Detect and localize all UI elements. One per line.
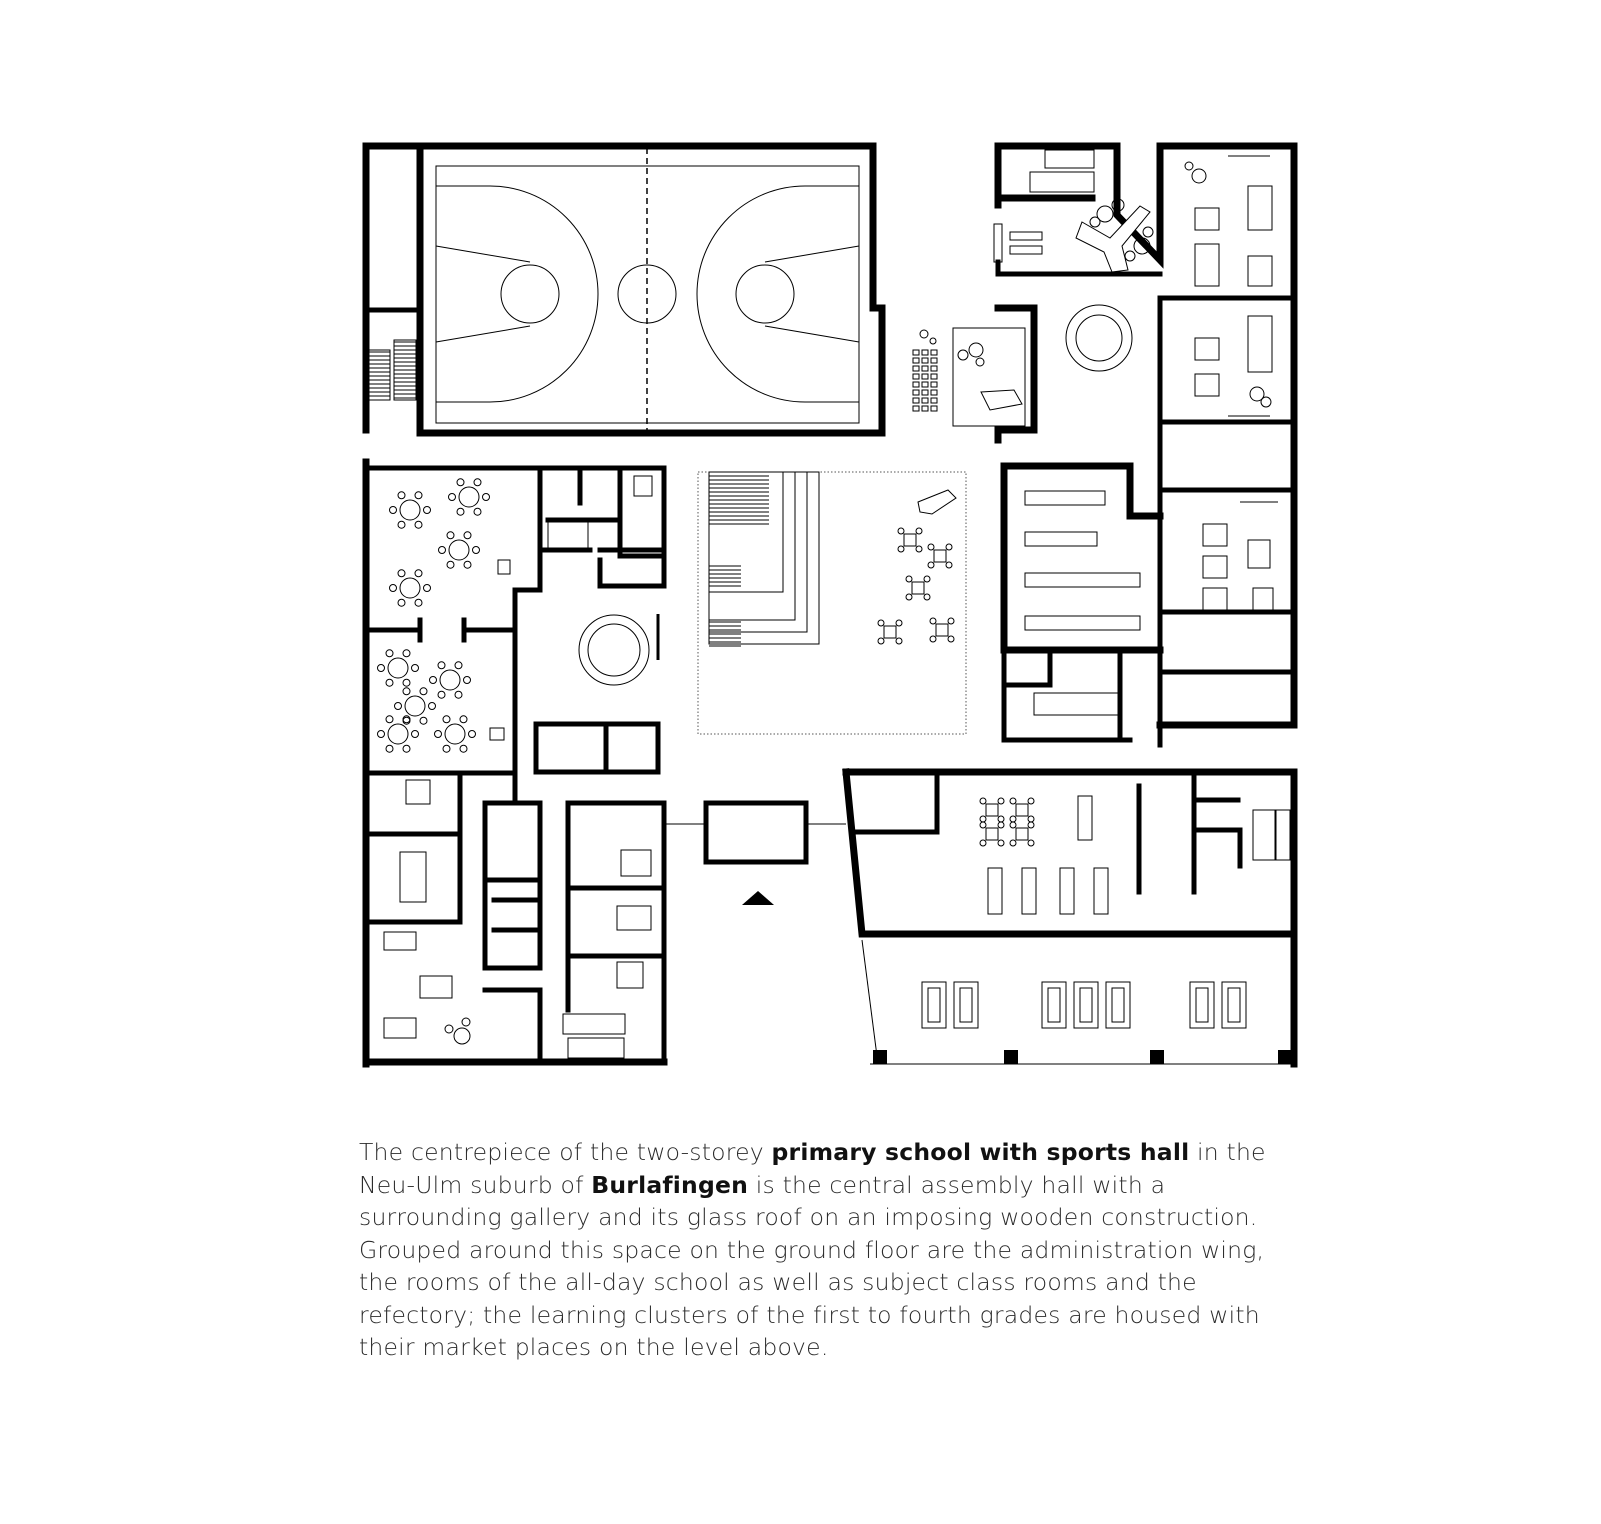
- central-assembly-hall: [698, 472, 966, 734]
- stair-north-west: [368, 340, 416, 400]
- caption-part-3: is the central assembly hall with a surrounding gallery and its glass roof on an imposing wooden construction. Grouped around this space on the ground floor are the administration wing, the rooms of the all-day school as well as subject class rooms and the refectory; the learning clusters of the first to fourth grades are housed with their market places on the level above.: [359, 1170, 1265, 1361]
- north-east-wing: [994, 146, 1294, 745]
- caption-bold-place: Burlafingen: [591, 1170, 749, 1199]
- caption-part-2: in the Neu-Ulm suburb of: [359, 1138, 1266, 1199]
- refectory: [846, 772, 1294, 1064]
- ne-classroom-furniture: [1185, 156, 1278, 612]
- sports-hall: [366, 146, 882, 433]
- caption-bold-school: primary school with sports hall: [771, 1138, 1190, 1166]
- entrance-arrow-icon: [742, 891, 774, 905]
- caption-part-1: The centrepiece of the two-storey: [359, 1138, 772, 1166]
- library-block: [882, 308, 1160, 740]
- west-wing: [366, 462, 664, 1064]
- caption-text: [359, 1136, 1309, 1364]
